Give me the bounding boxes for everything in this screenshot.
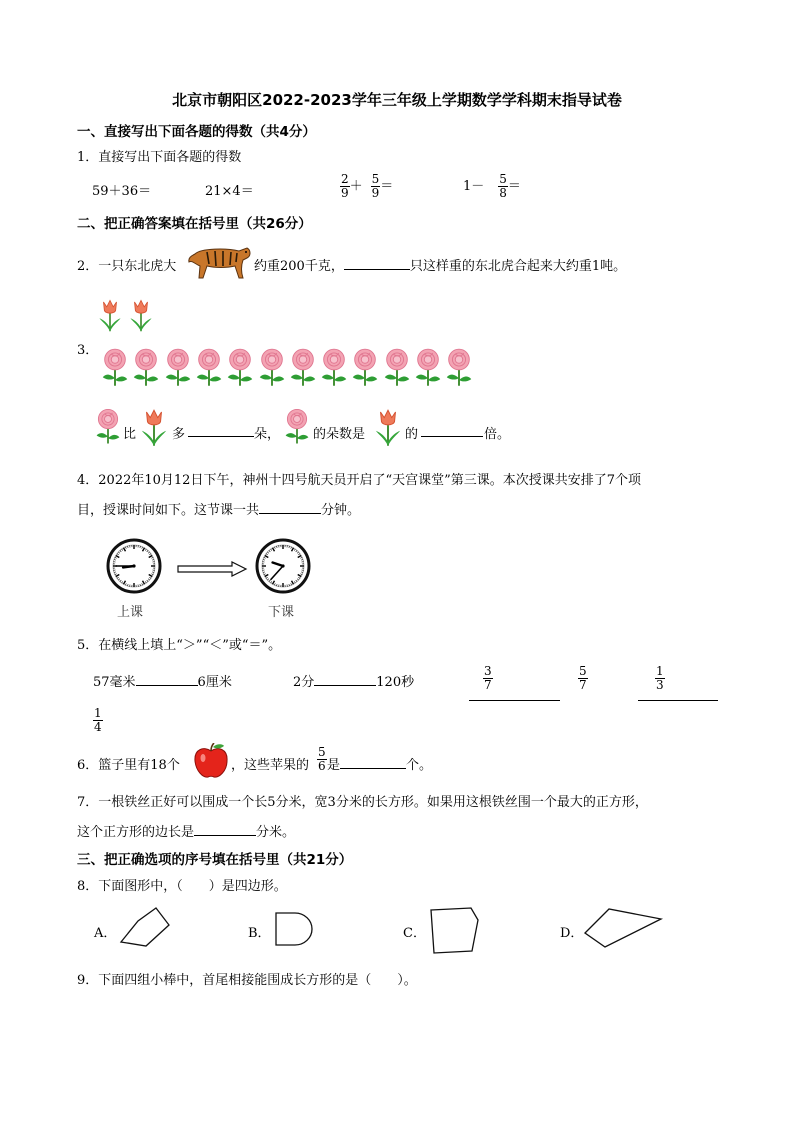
q1-expr-2: 21×4＝ <box>205 184 254 199</box>
rose-icon <box>94 403 122 449</box>
q8-option-b-label: B． <box>248 926 271 941</box>
rose-icon <box>163 346 193 388</box>
rose-icon <box>350 346 380 388</box>
q3-answer-blank-2[interactable] <box>421 424 483 437</box>
rose-icon <box>100 346 130 388</box>
section-3-heading: 三、把正确选项的序号填在括号里（共21分） <box>77 852 353 868</box>
q6-text-a: 6．篮子里有18个 <box>77 758 180 773</box>
clock-start-label: 上课 <box>117 605 144 620</box>
option-d-shape[interactable] <box>582 906 664 950</box>
q2-text-b: 约重200千克， 只这样重的东北虎合起来大约重1吨。 <box>254 259 627 274</box>
option-c-shape[interactable] <box>425 905 481 955</box>
q6-answer-blank[interactable] <box>340 756 406 769</box>
rose-icon <box>444 346 474 388</box>
q7-line-1: 7．一根铁丝正好可以围成一个长5分米，宽3分米的长方形。如果用这根铁丝围一个最大的正方形， <box>77 795 648 810</box>
arrow-right-icon <box>176 561 248 577</box>
option-b-shape[interactable] <box>273 910 317 948</box>
tulip-icon <box>373 405 403 449</box>
q6-text-c: 是 个。 <box>327 758 433 773</box>
clock-start-icon <box>106 538 162 594</box>
q8-option-c-label: C． <box>403 926 426 941</box>
section-1-heading: 一、直接写出下面各题的得数（共4分） <box>77 124 316 140</box>
rose-icon <box>131 346 161 388</box>
clock-end-icon <box>255 538 311 594</box>
rose-icon <box>288 346 318 388</box>
rose-icon <box>319 346 349 388</box>
q6-fraction: $\frac{5}{6}$ <box>318 745 326 773</box>
q5-blank-3[interactable] <box>469 688 560 701</box>
q1-expr-3: $\frac{2}{9}$ ＋ $\frac{5}{9}$ ＝ <box>341 172 394 200</box>
q5-text: 5．在横线上填上“＞”“＜”或“＝”。 <box>77 638 282 653</box>
tiger-icon <box>187 240 253 282</box>
q6-text-b: ，这些苹果的 <box>231 758 310 773</box>
page-title: 北京市朝阳区2022-2023学年三年级上学期数学学科期末指导试卷 <box>172 91 622 109</box>
q5-blank-1[interactable] <box>136 673 198 686</box>
q1-expr-4: 1－ $\frac{5}{8}$ ＝ <box>463 172 521 200</box>
q5-blank-4[interactable] <box>638 688 718 701</box>
q2-answer-blank[interactable] <box>344 257 410 270</box>
q3-number: 3． <box>77 343 99 358</box>
section-2-heading: 二、把正确答案填在括号里（共26分） <box>77 216 312 232</box>
q5-blank-2[interactable] <box>314 673 376 686</box>
rose-icon <box>382 346 412 388</box>
rose-icon <box>257 346 287 388</box>
q5-fraction-3: $\frac{1}{3}$ <box>656 664 664 692</box>
q7-line-2: 这个正方形的边长是 分米。 <box>77 825 296 840</box>
q5-fraction-4: $\frac{1}{4}$ <box>94 706 102 734</box>
q2-text-a: 2．一只东北虎大 <box>77 259 177 274</box>
q4-answer-blank[interactable] <box>259 501 321 514</box>
rose-icon <box>225 346 255 388</box>
q5-compare-2: 2分 120秒 <box>293 675 415 690</box>
option-a-shape[interactable] <box>117 904 173 950</box>
q8-option-d-label: D． <box>560 926 584 941</box>
q3-answer-blank-1[interactable] <box>188 424 254 437</box>
q4-line-2: 目，授课时间如下。这节课一共 分钟。 <box>77 503 361 518</box>
rose-icon <box>413 346 443 388</box>
tulip-icon <box>128 297 154 333</box>
q5-fraction-2: $\frac{5}{7}$ <box>579 664 587 692</box>
clock-end-label: 下课 <box>268 605 295 620</box>
rose-icon <box>283 403 311 449</box>
q1-expr-1: 59＋36＝ <box>92 184 152 199</box>
q5-fraction-1: $\frac{3}{7}$ <box>484 664 492 692</box>
q5-compare-1: 57毫米 6厘米 <box>93 675 232 690</box>
q8-option-a-label: A． <box>94 926 117 941</box>
tulip-icon <box>139 405 169 449</box>
q4-line-1: 4．2022年10月12日下午，神州十四号航天员开启了“天宫课堂”第三课。本次授课共安排了7个项 <box>77 473 642 488</box>
q9-text: 9．下面四组小棒中，首尾相接能围成长方形的是（ ）。 <box>77 973 417 988</box>
q7-answer-blank[interactable] <box>194 823 256 836</box>
q1-text: 1．直接写出下面各题的得数 <box>77 150 242 165</box>
rose-icon <box>194 346 224 388</box>
tulip-icon <box>97 297 123 333</box>
apple-icon <box>192 743 230 779</box>
q8-text: 8．下面图形中，（ ）是四边形。 <box>77 879 287 894</box>
